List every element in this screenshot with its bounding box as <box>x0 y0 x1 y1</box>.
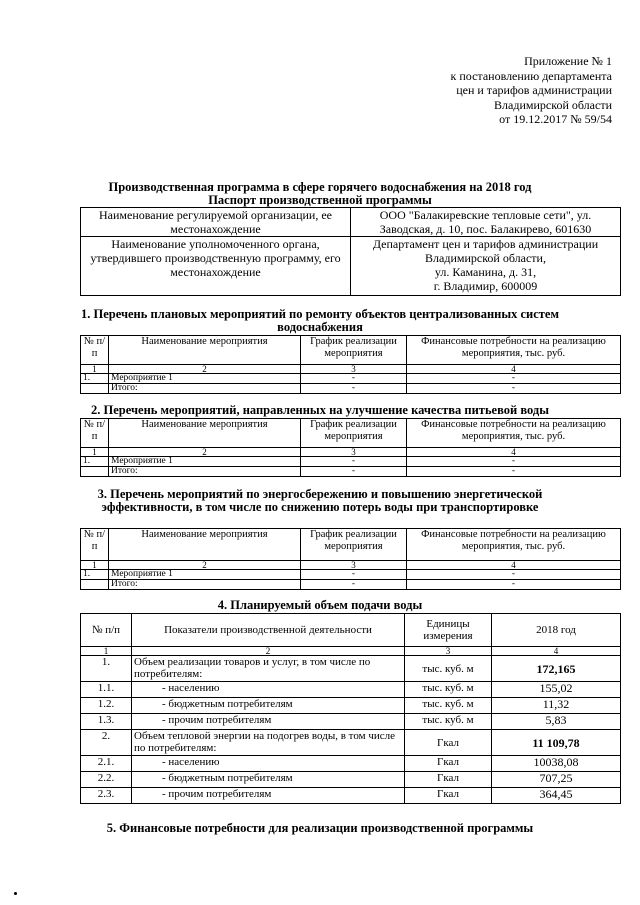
column-numbers: 1 2 3 4 <box>81 561 621 570</box>
table-header: № п/п Показатели производственной деятельности Единицы измерения 2018 год <box>81 614 621 647</box>
section3-title: 3. Перечень мероприятий по энергосбережению и повышению энергетической эффективности, в том числе по снижению потерь воды при транспортировке <box>97 487 543 514</box>
appendix-line: от 19.12.2017 № 59/54 <box>499 112 612 126</box>
table-row: 2. Объем тепловой энергии на подогрев воды, в том числе по потребителям: Гкал 11 109,78 <box>81 730 621 756</box>
section3-table <box>80 528 621 590</box>
section1-table <box>80 335 621 394</box>
column-numbers: 1 2 3 4 <box>81 647 621 656</box>
table-row: 1. Мероприятие 1 - - <box>81 570 621 580</box>
table-header: № п/п Наименование мероприятия График реализации мероприятия Финансовые потребности на реализацию мероприятия, тыс. руб. <box>81 336 621 365</box>
passport-label: Наименование уполномоченного органа, утвердившего производственную программу, его местонахождение <box>81 237 351 296</box>
appendix-line: Приложение № 1 <box>524 54 612 68</box>
section5-title: 5. Финансовые потребности для реализации производственной программы <box>106 821 534 835</box>
appendix-line: цен и тарифов администрации <box>456 83 612 97</box>
passport-value: ООО "Балакиревские тепловые сети", ул. Заводская, д. 10, пос. Балакирево, 601630 <box>351 208 621 237</box>
passport-label: Наименование регулируемой организации, ее местонахождение <box>81 208 351 237</box>
column-numbers: 1 2 3 4 <box>81 365 621 374</box>
page-title: Производственная программа в сфере горячего водоснабжения на 2018 год Паспорт производственной программы <box>108 180 532 207</box>
table-header: № п/п Наименование мероприятия График реализации мероприятия Финансовые потребности на реализацию мероприятия, тыс. руб. <box>81 529 621 561</box>
passport-row <box>81 237 621 296</box>
appendix-block <box>451 54 612 127</box>
table-row: 1. Объем реализации товаров и услуг, в том числе по потребителям: тыс. куб. м 172,165 <box>81 656 621 682</box>
section2-title: 2. Перечень мероприятий, направленных на улучшение качества питьевой воды <box>91 403 549 417</box>
table-row: 2.2. - бюджетным потребителям Гкал 707,25 <box>81 772 621 788</box>
table-row: 2.1. - населению Гкал 10038,08 <box>81 756 621 772</box>
table-row: 1.3. - прочим потребителям тыс. куб. м 5,83 <box>81 714 621 730</box>
passport-value: Департамент цен и тарифов администрации Владимирской области, ул. Каманина, д. 31, г. Владимир, 600009 <box>351 237 621 296</box>
total-row: Итого: - - <box>81 580 621 590</box>
appendix-line: к постановлению департамента <box>450 68 612 83</box>
table-header: № п/п Наименование мероприятия График реализации мероприятия Финансовые потребности на реализацию мероприятия, тыс. руб. <box>81 419 621 448</box>
section4-table <box>80 613 621 804</box>
table-row: 2.3. - прочим потребителям Гкал 364,45 <box>81 788 621 804</box>
total-row: Итого: - - <box>81 384 621 394</box>
table-row: 1. Мероприятие 1 - - <box>81 374 621 384</box>
passport-row <box>81 208 621 237</box>
table-row: 1.1. - населению тыс. куб. м 155,02 <box>81 682 621 698</box>
section4-title: 4. Планируемый объем подачи воды <box>217 598 423 612</box>
total-row: Итого: - - <box>81 467 621 477</box>
column-numbers: 1 2 3 4 <box>81 448 621 457</box>
passport-table <box>80 207 621 296</box>
table-row: 1. Мероприятие 1 - - <box>81 457 621 467</box>
appendix-line: Владимирской области <box>494 97 612 112</box>
table-row: 1.2. - бюджетным потребителям тыс. куб. м 11,32 <box>81 698 621 714</box>
section2-table <box>80 418 621 477</box>
section1-title: 1. Перечень плановых мероприятий по ремонту объектов централизованных систем водоснабжения <box>81 307 559 334</box>
scan-dot <box>14 892 17 895</box>
